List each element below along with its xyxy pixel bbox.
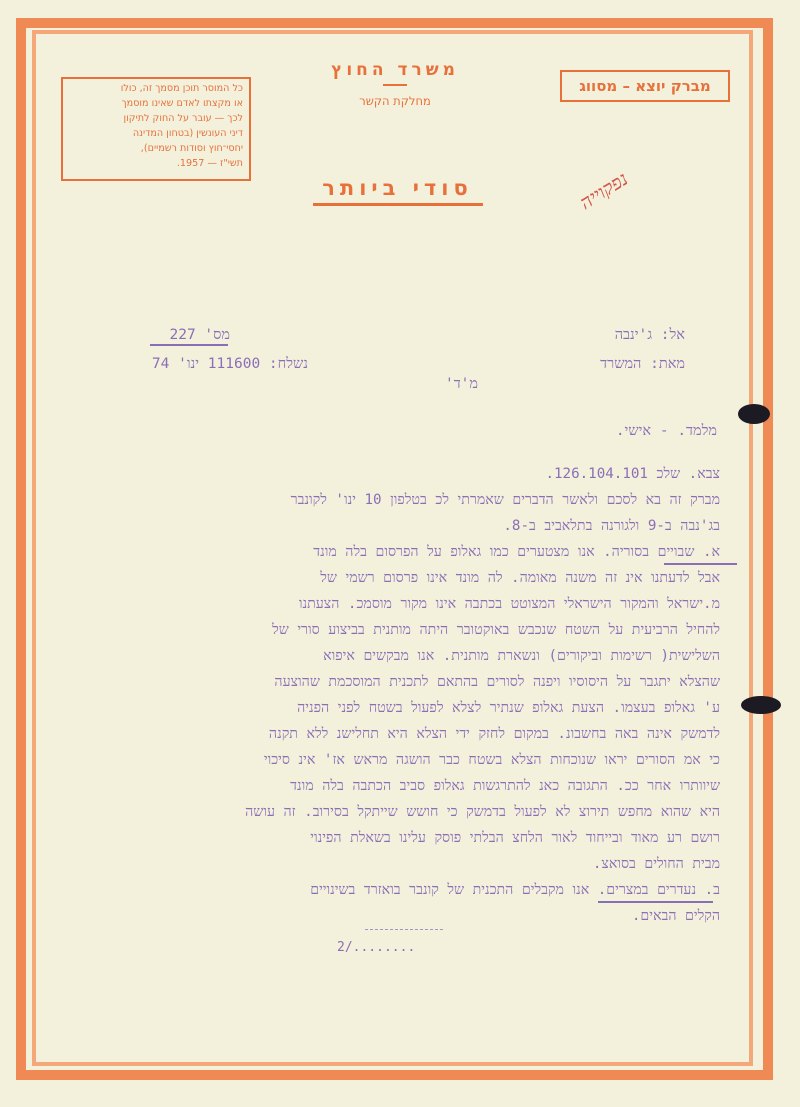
body-line: ע' גאלופ בעצמו. הצעת גאלופ שנתיר לצלא לפעול בשטח לפני הפניה [297,700,720,716]
ink-blot [741,696,781,714]
body-line: להחיל הרביעית על השטח שנכבש באוקטובר היתה מותנית בביצוע סורי של [272,622,720,638]
message-number: מס' 227 [169,327,230,343]
personal-line: מלמד. - אישי. [615,423,717,439]
classification-box: מברק יוצא – מסווג [560,70,730,102]
top-secret-underline [313,203,483,206]
body-line: א. שבויים בסוריה. אנו מצטערים כמו גאלופ על הפרסום בלה מונד [313,544,720,560]
department-name: מחלקת הקשר [359,94,431,108]
body-line: ב. נעדרים במצרים. אנו מקבלים התכנית של קונבר בואזרד בשינויים [310,882,720,898]
secrecy-notice-box [61,77,251,181]
section-b-underline [598,901,713,903]
body-line: היא שהוא מחפש תירוצ לא לפעול בדמשק כי חושש שייתקל בסירוב. זה עושה [245,804,720,820]
body-line: אבל לדעתנו אינ זה משנה מאומה. לה מונד אינו פרסום רשמי של [320,570,720,586]
footer-divider [365,929,443,930]
body-line: צבא. שלכ 126.104.101. [545,466,720,482]
body-line: מבית החולים בסואצ. [592,856,720,872]
body-line: רושם רע מאוד ובייחוד לאור הלחצ הבלתי פוסק עלינו בשאלת הפינוי [310,830,720,846]
by-line: מ'ד' [444,376,478,392]
notice-line: לכך — עובר על החוק לתיקון [123,113,243,124]
from-line: מאת: המשרד [600,356,685,372]
body-line: השלישית( רשימות וביקורים) ונשארת מותנית. אנו מבקשים איפוא [323,648,720,664]
notice-line: תשי"ז — 1957. [176,158,243,169]
message-number-underline [150,344,228,346]
sent-line: נשלח: 111600 ינו' 74 [151,356,308,372]
letterhead-divider [383,84,407,86]
page-continuation: 2/........ [337,940,416,955]
body-line: שיוותרו אחר ככ. התגובה כאנ להתרגשות גאלופ סביב הכתבה בלה מונד [290,778,720,794]
body-line: שהצלא יתגבר על היסוסיו ויפנה לסורים בהתאם לתכנית המוסכמת שהוצעה [274,674,720,690]
top-secret-heading [300,176,495,206]
body-line: בג'נבה ב-9 ולגורנה בתלאביב ב-8. [503,518,720,534]
top-secret-label: סודי ביותר [322,176,473,200]
body-line: הקלים הבאים. [631,908,720,924]
body-line: מ.ישראל והמקור הישראלי המצוטט בכתבה אינו מקור מוסמכ. הצעתנו [298,596,720,612]
notice-line: או מקצתו לאדם שאינו מוסמך [121,98,243,109]
notice-line: כל המוסר תוכן מסמך זה, כולו [120,83,243,94]
body-line: לדמשק אינה באה בחשבונ. במקום לחזק ידי הצלא היא תחלישנ ללא תקנה [268,726,720,742]
ministry-letterhead [310,60,480,108]
notice-line: דיני העונשין (בטחון המדינה [132,128,243,139]
notice-line: יחסי־חוץ וסודות רשמיים), [140,143,243,154]
ministry-name: משרד החוץ [331,60,459,80]
to-line: אל: ג'ינבה [614,327,685,343]
handwritten-note: נפקוייה [575,167,632,215]
ink-blot [738,404,770,424]
body-line: מברק זה בא לסכם ולאשר הדברים שאמרתי לכ בטלפון 10 ינו' לקונבר [290,492,720,508]
body-line: כי אמ הסורים יראו שנוכחות הצלא בשטח כבר הושגה מראש אז' אינ סיכוי [263,752,720,768]
section-a-underline [664,563,737,565]
